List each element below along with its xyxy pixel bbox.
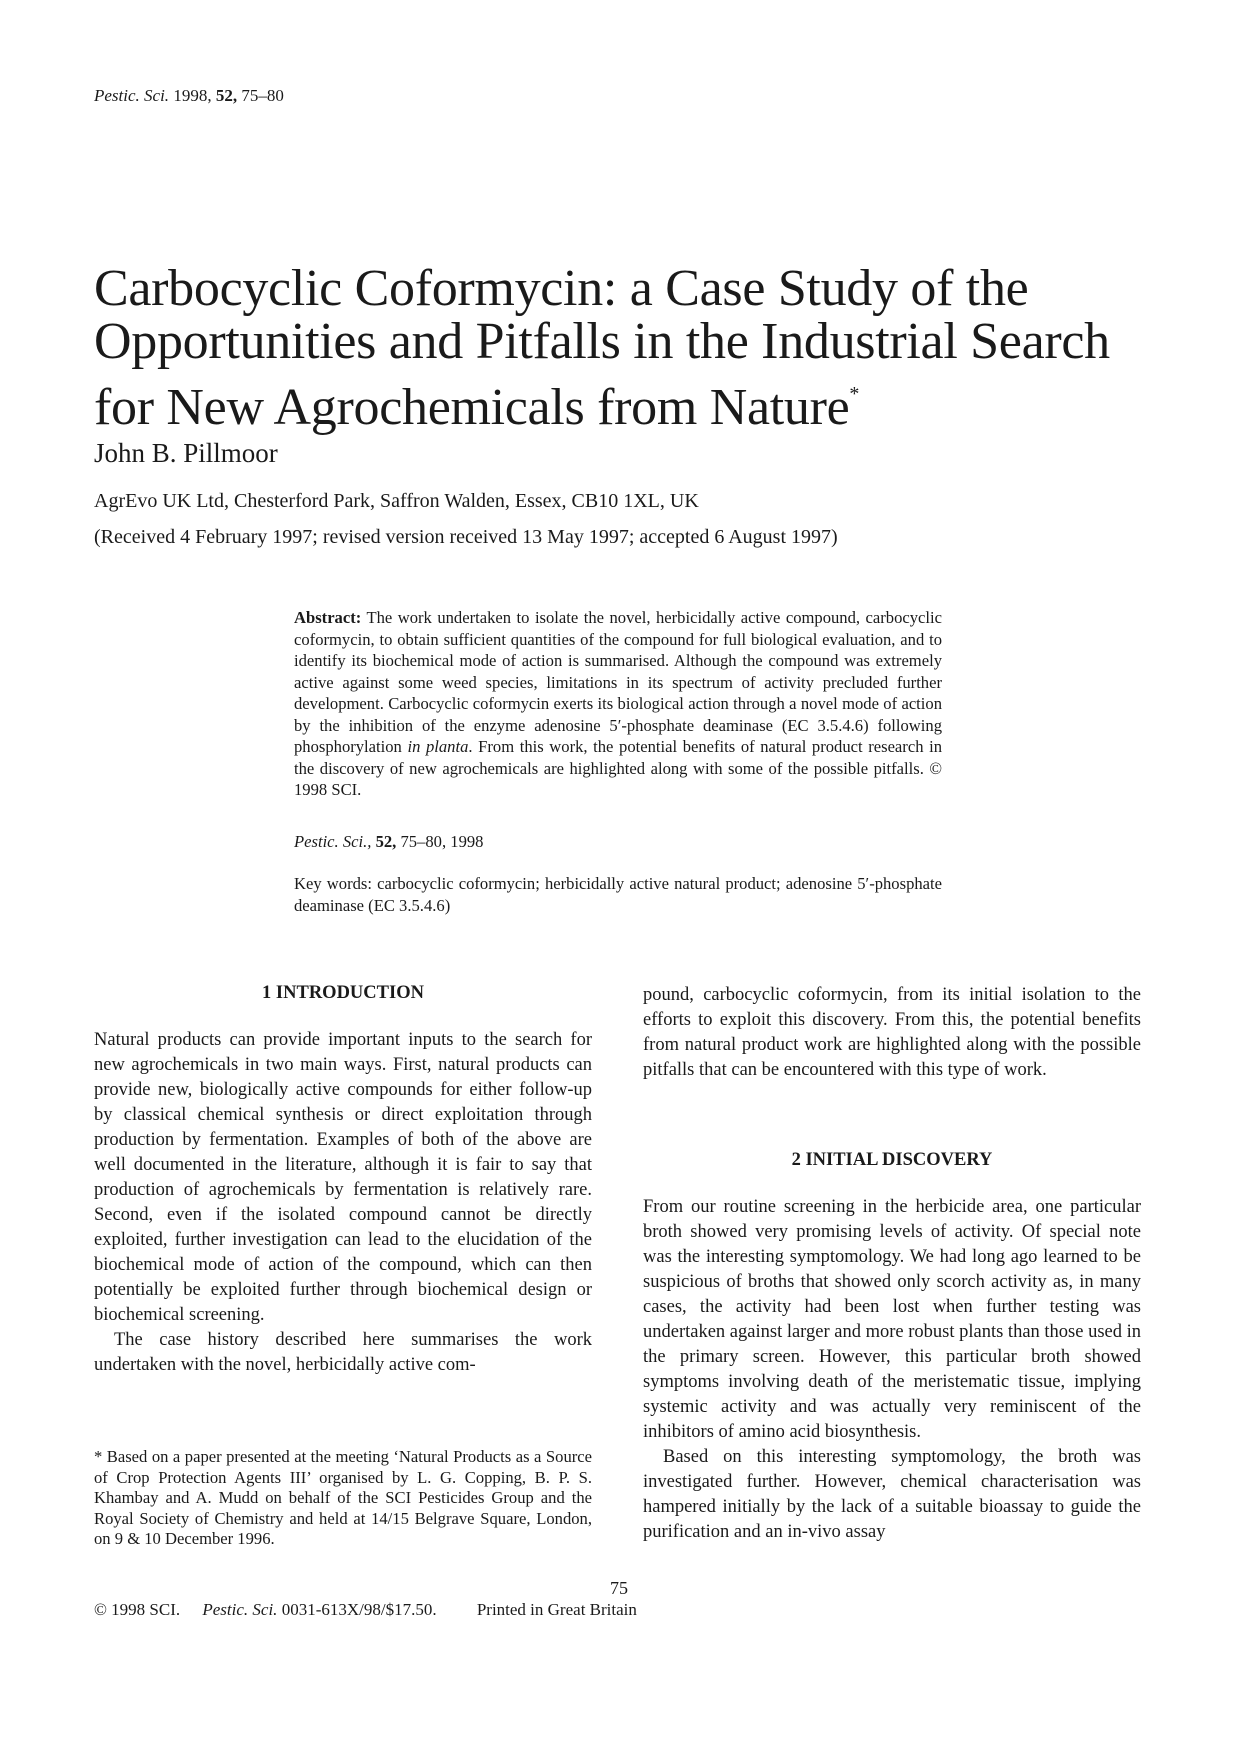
footer (94, 1600, 655, 1620)
abstract-italic: in planta (407, 737, 469, 756)
footnote: * Based on a paper presented at the meeting ‘Natural Products as a Source of Crop Protection Agents III’ organised by L. G. Copping, B. P. S. Khambay and A. Mudd on behalf of the SCI Pesticides Group and the Royal Society of Chemistry and held at 14/15 Belgrave Square, London, on 9 & 10 December 1996. (94, 1447, 592, 1548)
abstract-label: Abstract: (294, 608, 362, 627)
intro-paragraph-1: Natural products can provide important inputs to the search for new agrochemicals in two main ways. First, natural products can provide new, biologically active compounds for either follow-up by classical chemical synthesis or direct exploitation through production by fermentation. Examples of both of the above are well documented in the literature, although it is fair to say that production of agrochemicals by fermentation is relatively rare. Second, even if the isolated compound cannot be directly exploited, further investigation can lead to the elucidation of the biochemical mode of action of the compound, which can then potentially be exploited further through biochemical design or biochemical screening. (94, 1030, 592, 1325)
right-column (643, 1195, 1141, 1545)
title-line-3 (94, 368, 1154, 434)
abstract-text-2: . From this work, the potential benefits of natural product research in the discovery of new agrochemicals are highlighted along with some of the possible pitfalls. © 1998 SCI. (294, 737, 942, 799)
affiliation: AgrEvo UK Ltd, Chesterford Park, Saffron Walden, Essex, CB10 1XL, UK (94, 490, 699, 512)
received-dates: (Received 4 February 1997; revised version received 13 May 1997; accepted 6 August 1997) (94, 526, 838, 548)
title-line-3-text: for New Agrochemicals from Nature (94, 379, 850, 436)
intro-paragraph-2: The case history described here summarises the work undertaken with the novel, herbicidally active com- (94, 1330, 592, 1375)
footer-issn: 0031-613X/98/$17.50. (281, 1600, 437, 1619)
right-column-top (643, 983, 1141, 1083)
running-head (94, 86, 284, 106)
keywords: Key words: carbocyclic coformycin; herbicidally active natural product; adenosine 5′-phosphate deaminase (EC 3.5.4.6) (294, 874, 942, 915)
abstract-text-1: The work undertaken to isolate the novel, herbicidally active compound, carbocyclic coformycin, to obtain sufficient quantities of the compound for full biological evaluation, and to identify its biochemical mode of action is summarised. Although the compound was extremely active against some weed species, limitations in its spectrum of activity precluded further development. Carbocyclic coformycin exerts its biological action through a novel mode of action by the inhibition of the enzyme adenosine 5′-phosphate deaminase (EC 3.5.4.6) following phosphorylation (294, 608, 942, 756)
citation-journal: Pestic. Sci., (294, 832, 372, 851)
left-column (94, 1028, 592, 1378)
paper-title (94, 262, 1154, 434)
footer-copyright: © 1998 SCI. (94, 1600, 181, 1619)
page-number: 75 (610, 1578, 628, 1598)
author: John B. Pillmoor (94, 438, 278, 468)
running-head-year: 1998, (173, 86, 212, 105)
citation-volume: 52, (375, 832, 397, 851)
discovery-paragraph-1: From our routine screening in the herbicide area, one particular broth showed very promising levels of activity. Of special note was the interesting symptomology. We had long ago learned to be suspicious of broths that showed only scorch activity as, in many cases, the activity had been lost when further testing was undertaken against larger and more robust plants than those used in the primary screen. However, this particular broth showed symptoms involving death of the meristematic tissue, implying systemic activity and was actually very reminiscent of the inhibitors of amino acid biosynthesis. (643, 1197, 1142, 1442)
citation (294, 832, 483, 852)
intro-paragraph-2-continued: pound, carbocyclic coformycin, from its initial isolation to the efforts to exploit this discovery. From this, the potential benefits from natural product work are highlighted along with the possible pitfalls that can be encountered with this type of work. (643, 985, 1141, 1080)
discovery-paragraph-2: Based on this interesting symptomology, the broth was investigated further. However, chemical characterisation was hampered initially by the lack of a suitable bioassay to guide the purification and an in-vivo assay (643, 1447, 1141, 1542)
running-head-pages: 75–80 (241, 86, 284, 105)
running-head-volume: 52, (215, 86, 238, 105)
footer-printed: Printed in Great Britain (476, 1600, 637, 1619)
section-1-heading: 1 INTRODUCTION (262, 983, 424, 1003)
citation-rest: 75–80, 1998 (400, 832, 484, 851)
footer-journal: Pestic. Sci. (202, 1600, 278, 1619)
title-line-1: Carbocyclic Coformycin: a Case Study of the (94, 260, 1029, 317)
running-head-journal: Pestic. Sci. (94, 86, 170, 105)
abstract (294, 607, 942, 801)
title-footnote-mark: * (849, 383, 860, 405)
title-line-2: Opportunities and Pitfalls in the Industrial Search (94, 313, 1110, 370)
section-2-heading: 2 INITIAL DISCOVERY (791, 1150, 993, 1170)
